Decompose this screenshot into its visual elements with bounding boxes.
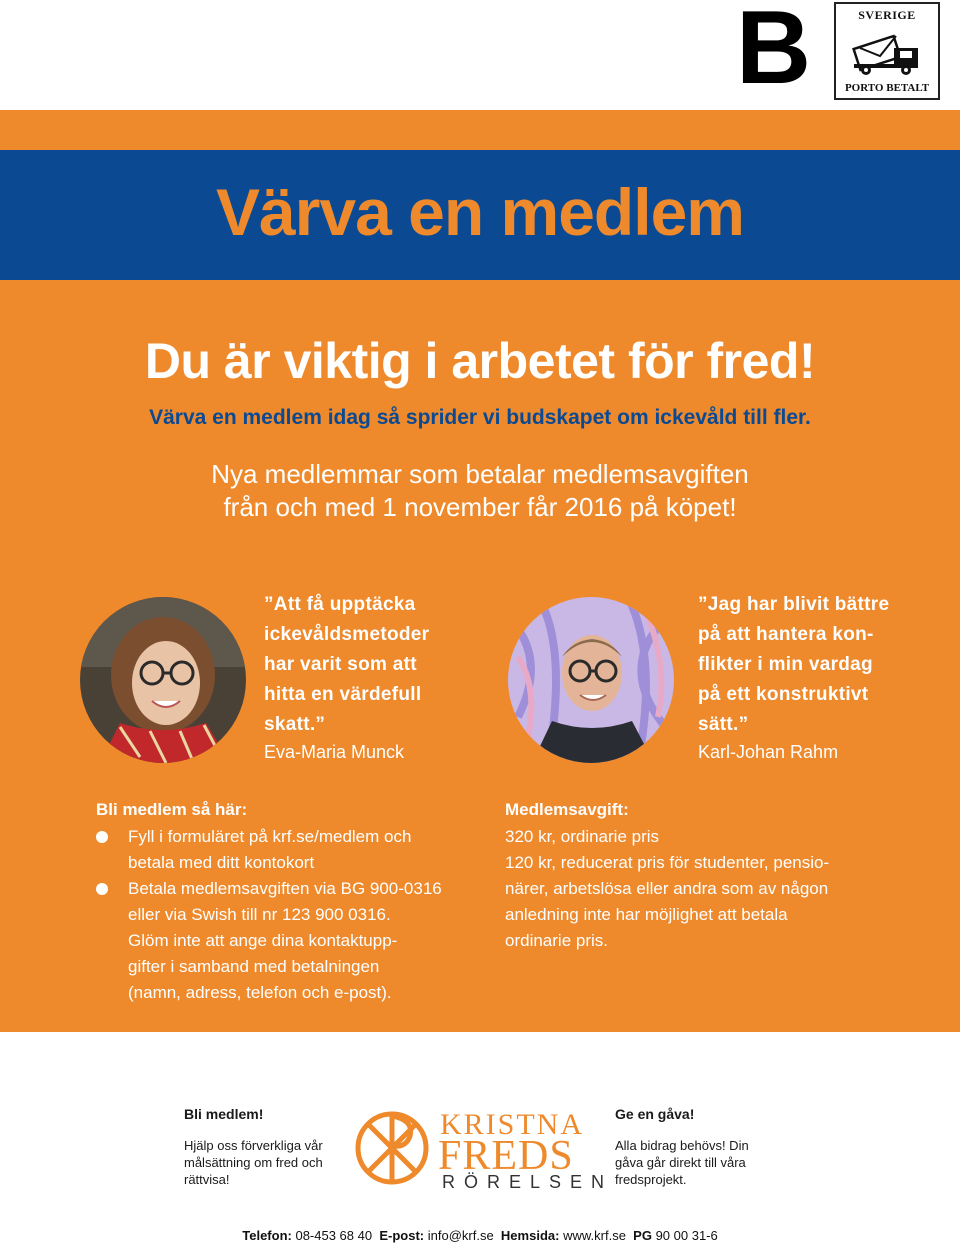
stamp-top-text: SVERIGE — [858, 8, 916, 22]
email-label: E-post: — [379, 1228, 425, 1243]
pg-number: 90 00 31-6 — [655, 1228, 718, 1243]
footer-line: Alla bidrag behövs! Din — [615, 1138, 749, 1153]
headline: Du är viktig i arbetet för fred! — [144, 333, 816, 389]
footer-join — [184, 1106, 323, 1188]
footer-line: rättvisa! — [184, 1172, 230, 1187]
quote-line: ”Jag har blivit bättre — [698, 594, 890, 615]
list-item-line: Glöm inte att ange dina kontaktupp- — [128, 931, 398, 950]
how-to-list — [96, 824, 496, 1006]
subline: Värva en medlem idag så sprider vi budskapet om ickevåld till fler. — [149, 406, 811, 429]
list-item-line: (namn, adress, telefon och e-post). — [128, 983, 392, 1002]
postal-truck-icon — [850, 26, 926, 78]
logo-line-1: KRISTNA — [440, 1108, 585, 1141]
web-link[interactable]: www.krf.se — [563, 1228, 626, 1243]
footer-line: fredsprojekt. — [615, 1172, 687, 1187]
footer-line: gåva går direkt till våra — [615, 1155, 746, 1170]
list-item-line: gifter i samband med betalningen — [128, 957, 380, 976]
quote-right — [698, 590, 889, 740]
phone-label: Telefon: — [242, 1228, 292, 1243]
avatar-eva-maria — [80, 597, 246, 763]
contact-line — [0, 1228, 960, 1243]
fee-line: 320 kr, ordinarie pris — [505, 827, 660, 846]
list-item-line: Fyll i formuläret på krf.se/medlem och — [128, 827, 412, 846]
phone-number: 08-453 68 40 — [295, 1228, 373, 1243]
sorting-letter: B — [736, 0, 810, 106]
offer-line: Nya medlemmar som betalar medlemsavgiften — [211, 459, 749, 489]
fee-line: anledning inte har möjlighet att betala — [505, 905, 788, 924]
offer-text — [0, 458, 960, 524]
list-item-line: eller via Swish till nr 123 900 0316. — [128, 905, 391, 924]
quote-line: sätt.” — [698, 714, 749, 735]
fee-line: 120 kr, reducerat pris för studenter, pensio- — [505, 853, 830, 872]
stamp-bottom-text: PORTO BETALT — [844, 82, 930, 94]
footer-donate-heading: Ge en gåva! — [615, 1106, 695, 1122]
bullet-icon — [96, 883, 108, 895]
quote-line: ickevåldsmetoder — [264, 624, 430, 645]
krf-logo — [352, 1106, 614, 1192]
email-link[interactable]: info@krf.se — [427, 1228, 494, 1243]
quote-line: flikter i min vardag — [698, 654, 873, 675]
quote-line: ”Att få upptäcka — [264, 594, 416, 615]
quote-author-left: Eva-Maria Munck — [264, 742, 405, 762]
pg-label: PG — [633, 1228, 652, 1243]
web-label: Hemsida: — [500, 1228, 560, 1243]
avatar-karl-johan — [508, 597, 674, 763]
logo-line-2: FREDS — [438, 1133, 574, 1179]
postage-stamp — [834, 2, 940, 100]
list-item — [96, 824, 496, 876]
fee-line: närer, arbetslösa eller andra som av någon — [505, 879, 829, 898]
fee-text — [505, 824, 855, 954]
chi-rho-icon — [352, 1106, 432, 1186]
list-item-line: betala med ditt kontokort — [128, 853, 315, 872]
list-item — [96, 876, 496, 1006]
footer-join-heading: Bli medlem! — [184, 1106, 264, 1122]
quote-line: på att hantera kon- — [698, 624, 874, 645]
quote-author-right: Karl-Johan Rahm — [698, 742, 839, 762]
logo-line-3: RÖRELSEN — [442, 1172, 614, 1192]
footer-line: målsättning om fred och — [184, 1155, 323, 1170]
quote-line: skatt.” — [264, 714, 326, 735]
quote-line: på ett konstruktivt — [698, 684, 869, 705]
list-item-line: Betala medlemsavgiften via BG 900-0316 — [128, 879, 442, 898]
fee-line: ordinarie pris. — [505, 931, 608, 950]
quote-line: hitta en värdefull — [264, 684, 422, 705]
page-title: Värva en medlem — [216, 175, 744, 249]
fee-heading: Medlemsavgift: — [505, 800, 629, 819]
offer-line: från och med 1 november får 2016 på köpet! — [223, 492, 737, 522]
footer-line: Hjälp oss förverkliga vår — [184, 1138, 323, 1153]
footer-donate — [615, 1106, 749, 1188]
quote-left — [264, 590, 429, 740]
bullet-icon — [96, 831, 108, 843]
quote-line: har varit som att — [264, 654, 417, 675]
how-to-heading: Bli medlem så här: — [96, 800, 248, 819]
